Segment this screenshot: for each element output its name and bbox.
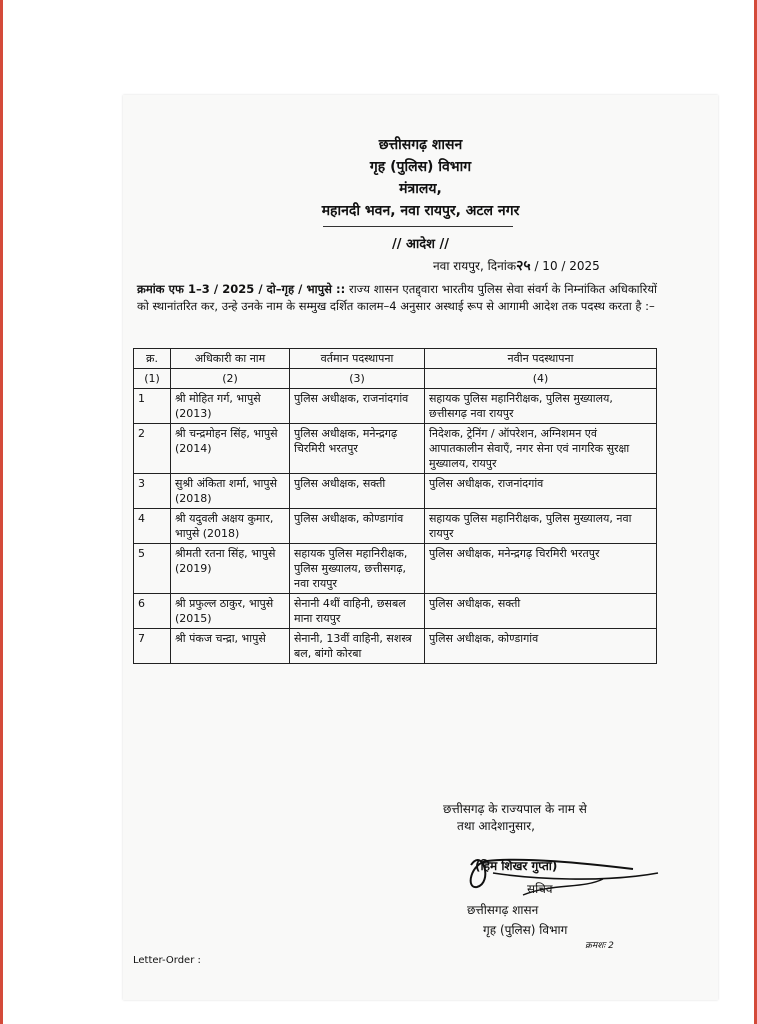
date-day: २५ <box>516 258 531 274</box>
date-rest: / 10 / 2025 <box>534 259 600 273</box>
cell-serial: 5 <box>134 544 171 594</box>
cell-current: सेनानी, 13वीं वाहिनी, सशस्त्र बल, बांगो कोरबा <box>290 629 425 664</box>
table-colnum-row <box>134 369 657 389</box>
colnum-4: (4) <box>425 369 657 389</box>
cell-new: पुलिस अधीक्षक, कोण्डागांव <box>425 629 657 664</box>
table-row <box>134 629 657 664</box>
cell-new: पुलिस अधीक्षक, मनेन्द्रगढ़ चिरमिरी भरतपुर <box>425 544 657 594</box>
cell-current: पुलिस अधीक्षक, कोण्डागांव <box>290 509 425 544</box>
letter-order-label: Letter-Order : <box>133 955 201 966</box>
date-line <box>433 256 600 275</box>
cell-serial: 2 <box>134 424 171 474</box>
cell-serial: 4 <box>134 509 171 544</box>
authority-line: तथा आदेशानुसार, <box>457 819 535 833</box>
document-page <box>123 95 718 1000</box>
signatory-department: गृह (पुलिस) विभाग <box>483 923 568 937</box>
cell-officer: श्री चन्द्रमोहन सिंह, भापुसे (2014) <box>171 424 290 474</box>
signatory-designation: सचिव <box>527 882 553 896</box>
header-officer-name: अधिकारी का नाम <box>171 349 290 369</box>
header-divider <box>323 226 513 227</box>
table-row <box>134 474 657 509</box>
cell-officer: श्री पंकज चन्द्रा, भापुसे <box>171 629 290 664</box>
signatory-name: (हिम शिखर गुप्ता) <box>475 859 558 873</box>
header-new-posting: नवीन पदस्थापना <box>425 349 657 369</box>
governor-line: छत्तीसगढ़ के राज्यपाल के नाम से <box>443 802 587 816</box>
header-current-posting: वर्तमान पदस्थापना <box>290 349 425 369</box>
cell-serial: 6 <box>134 594 171 629</box>
colnum-3: (3) <box>290 369 425 389</box>
cell-new: पुलिस अधीक्षक, राजनांदगांव <box>425 474 657 509</box>
header-ministry: मंत्रालय, <box>399 181 442 197</box>
order-title: // आदेश // <box>391 237 450 252</box>
colnum-1: (1) <box>134 369 171 389</box>
left-border <box>0 0 3 1024</box>
cell-officer: श्री यदुवली अक्षय कुमार, भापुसे (2018) <box>171 509 290 544</box>
cell-current: सेनानी 4थीं वाहिनी, छसबल माना रायपुर <box>290 594 425 629</box>
cell-serial: 1 <box>134 389 171 424</box>
intro-paragraph <box>137 281 657 315</box>
cell-current: पुलिस अधीक्षक, राजनांदगांव <box>290 389 425 424</box>
table-row <box>134 509 657 544</box>
cell-officer: श्रीमती रतना सिंह, भापुसे (2019) <box>171 544 290 594</box>
cell-serial: 3 <box>134 474 171 509</box>
cell-officer: सुश्री अंकिता शर्मा, भापुसे (2018) <box>171 474 290 509</box>
intro-text: राज्य शासन एतद्द्वारा भारतीय पुलिस सेवा संवर्ग के निम्नांकित अधिकारियों को स्थानांतरित कर, उन्हे उनके नाम के सम्मुख दर्शित कालम–4 अनुसार अस्थाई रूप से आगामी आदेश तक पदस्थ करता है :– <box>137 282 657 313</box>
table-row <box>134 594 657 629</box>
table-row <box>134 424 657 474</box>
date-prefix: नवा रायपुर, दिनांक <box>433 259 517 273</box>
table-row <box>134 544 657 594</box>
continued-note: क्रमशः 2 <box>585 941 614 951</box>
cell-new: सहायक पुलिस महानिरीक्षक, पुलिस मुख्यालय, नवा रायपुर <box>425 509 657 544</box>
cell-current: सहायक पुलिस महानिरीक्षक, पुलिस मुख्यालय, छत्तीसगढ़, नवा रायपुर <box>290 544 425 594</box>
cell-officer: श्री प्रफुल्ल ठाकुर, भापुसे (2015) <box>171 594 290 629</box>
order-reference: क्रमांक एफ 1–3 / 2025 / दो–गृह / भापुसे :: <box>137 282 346 296</box>
cell-serial: 7 <box>134 629 171 664</box>
table-header-row <box>134 349 657 369</box>
transfer-table <box>133 348 657 664</box>
header-address: महानदी भवन, नवा रायपुर, अटल नगर <box>321 203 520 219</box>
colnum-2: (2) <box>171 369 290 389</box>
cell-new: निदेशक, ट्रेनिंग / ऑपरेशन, अग्निशमन एवं आपातकालीन सेवाएँ, नगर सेना एवं नागरिक सुरक्षा मुख्यालय, रायपुर <box>425 424 657 474</box>
table-row <box>134 389 657 424</box>
cell-current: पुलिस अधीक्षक, सक्ती <box>290 474 425 509</box>
cell-new: पुलिस अधीक्षक, सक्ती <box>425 594 657 629</box>
signatory-government: छत्तीसगढ़ शासन <box>467 903 539 917</box>
cell-new: सहायक पुलिस महानिरीक्षक, पुलिस मुख्यालय, छत्तीसगढ़ नवा रायपुर <box>425 389 657 424</box>
header-government: छत्तीसगढ़ शासन <box>378 137 463 153</box>
header-serial: क्र. <box>134 349 171 369</box>
cell-officer: श्री मोहित गर्ग, भापुसे (2013) <box>171 389 290 424</box>
cell-current: पुलिस अधीक्षक, मनेन्द्रगढ़ चिरमिरी भरतपुर <box>290 424 425 474</box>
header-department: गृह (पुलिस) विभाग <box>369 159 472 175</box>
